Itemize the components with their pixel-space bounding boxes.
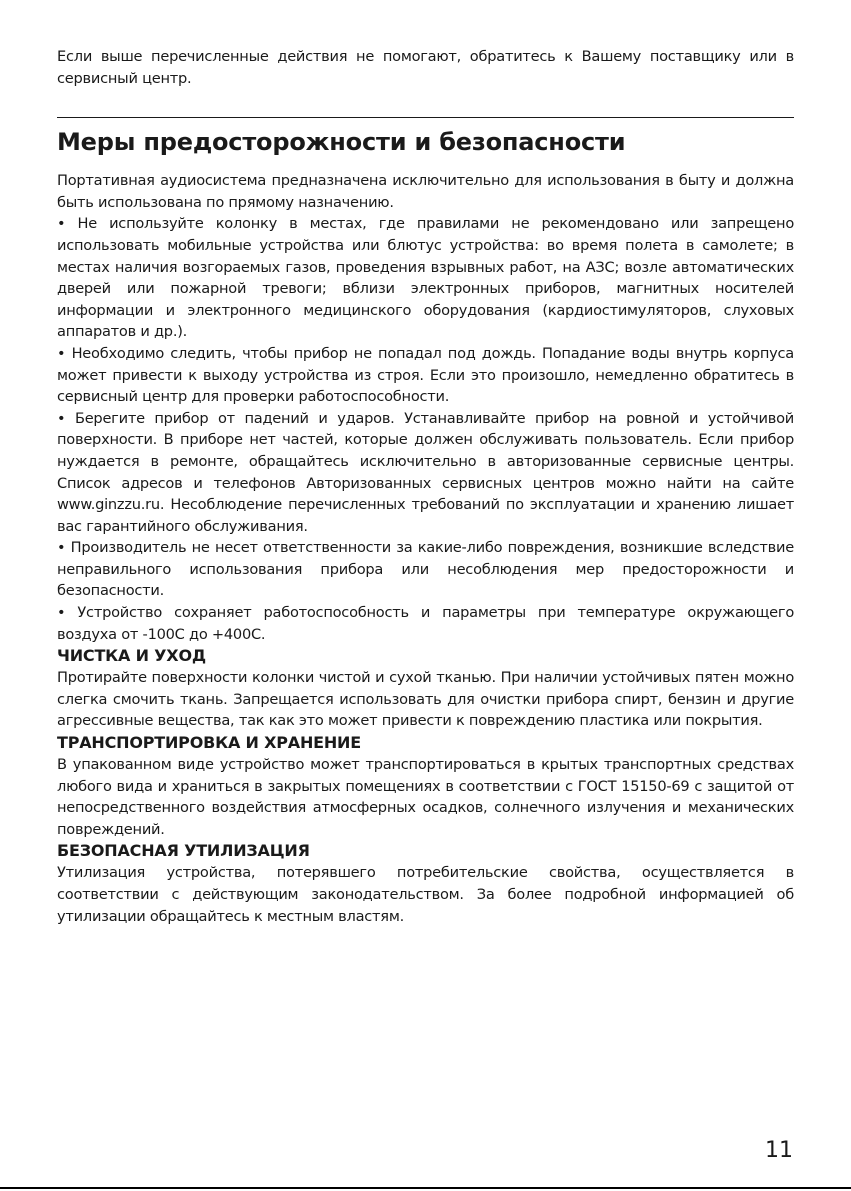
cleaning-section	[57, 645, 794, 732]
section-divider	[57, 117, 794, 118]
cleaning-text: Протирайте поверхности колонки чистой и сухой тканью. При наличии устойчивых пятен можно слегка смочить ткань. Запрещается использовать для очистки прибора спирт, бензин и другие агрессивные вещества, так как это может привести к повреждению пластика или покрытия.	[57, 669, 794, 730]
disposal-text: Утилизация устройства, потерявшего потребительские свойства, осуществляется в соответствии с действующим законодательством. За более подробной информацией об утилизации обращайтесь к местным властям.	[57, 864, 794, 925]
safety-paragraph-liability: • Производитель не несет ответственности за какие-либо повреждения, возникшие вследствие неправильного использования прибора или несоблюдения мер предосторожности и безопасности.	[57, 539, 794, 600]
section-title: Меры предосторожности и безопасности	[57, 128, 626, 157]
disposal-heading: БЕЗОПАСНАЯ УТИЛИЗАЦИЯ	[57, 841, 310, 861]
safety-paragraph-purpose: Портативная аудиосистема предназначена исключительно для использования в быту и должна быть использована по прямому назначению.	[57, 172, 794, 211]
safety-section	[57, 170, 794, 645]
transport-text: В упакованном виде устройство может транспортироваться в крытых транспортных средствах любого вида и храниться в закрытых помещениях в соответствии с ГОСТ 15150-69 с защитой от непосредственного воздействия атмосферных осадков, солнечного излучения и механических повреждений.	[57, 756, 794, 838]
bottom-edge-line	[0, 1187, 851, 1189]
page-number: 11	[765, 1138, 793, 1163]
transport-section	[57, 732, 794, 840]
intro-paragraph: Если выше перечисленные действия не помогают, обратитесь к Вашему поставщику или в сервисный центр.	[57, 48, 794, 87]
safety-paragraph-temperature: • Устройство сохраняет работоспособность и параметры при температуре окружающего воздуха от -100С до +400С.	[57, 604, 794, 643]
page-body	[57, 46, 794, 927]
cleaning-heading: ЧИСТКА И УХОД	[57, 646, 206, 666]
safety-paragraph-restricted-areas: • Не используйте колонку в местах, где правилами не рекомендовано или запрещено использовать мобильные устройства или блютус устройства: во время полета в самолете; в местах наличия возгораемых газов, проведения взрывных работ, на АЗС; возле автоматических дверей или пожарной тревоги; вблизи электронных приборов, магнитных носителей информации и электронного медицинского оборудования (кардиостимуляторов, слуховых аппаратов и др.).	[57, 215, 794, 341]
safety-paragraph-rain: • Необходимо следить, чтобы прибор не попадал под дождь. Попадание воды внутрь корпуса может привести к выходу устройства из строя. Если это произошло, немедленно обратитесь в сервисный центр для проверки работоспособности.	[57, 344, 794, 406]
transport-heading: ТРАНСПОРТИРОВКА И ХРАНЕНИЕ	[57, 733, 361, 753]
safety-paragraph-handling: • Берегите прибор от падений и ударов. Устанавливайте прибор на ровной и устойчивой поверхности. В приборе нет частей, которые должен обслуживать пользователь. Если прибор нуждается в ремонте, обращайтесь исключительно в авторизованные сервисные центры. Список адресов и телефонов Авторизованных сервисных центров можно найти на сайте www.ginzzu.ru. Несоблюдение перечисленных требований по эксплуатации и хранению лишает вас гарантийного обслуживания.	[57, 409, 794, 535]
disposal-section	[57, 840, 794, 927]
